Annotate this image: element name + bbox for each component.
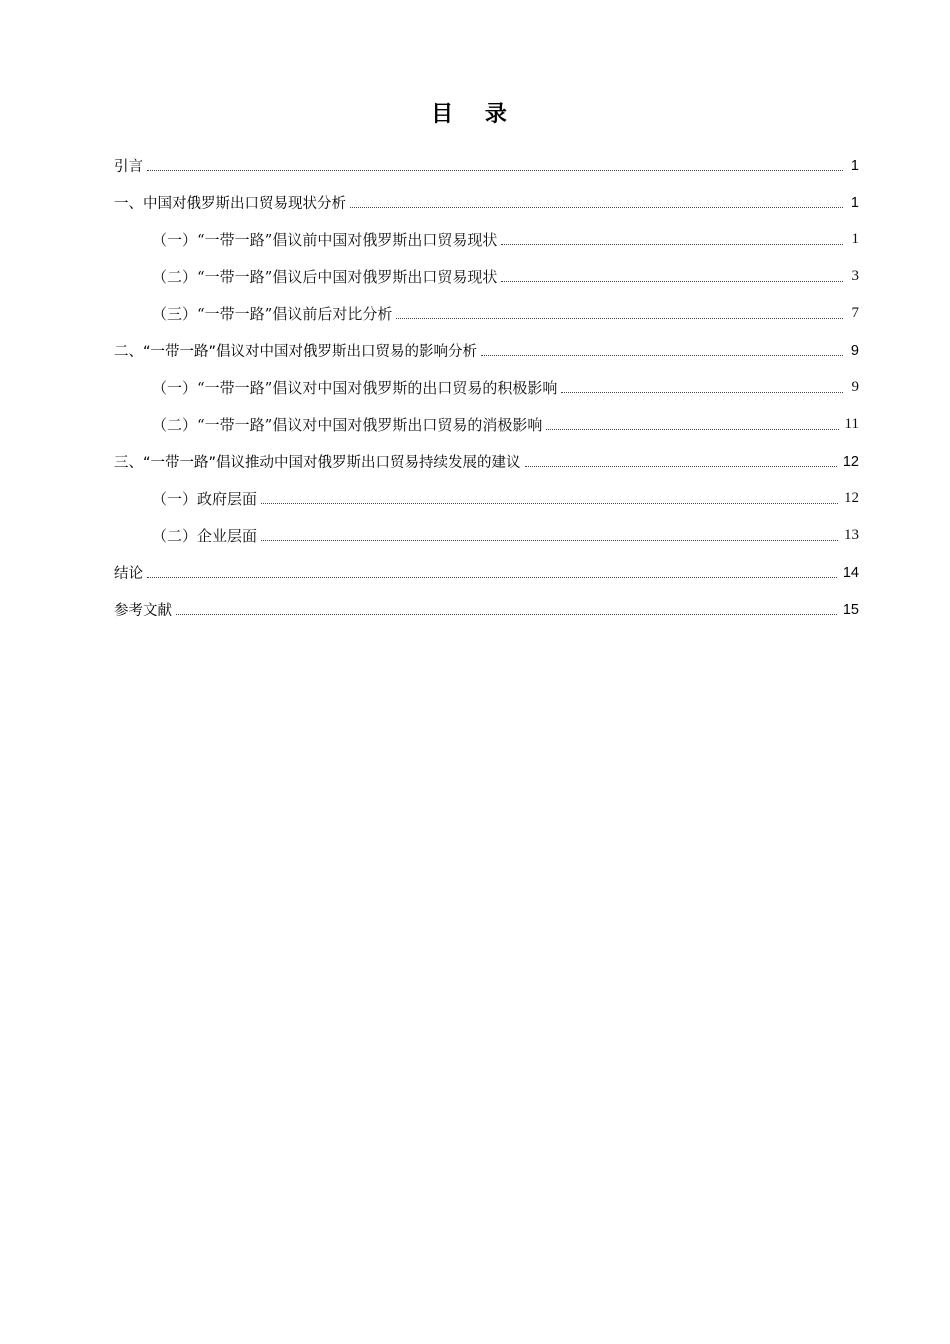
dot-leader <box>147 169 843 171</box>
toc-entry-page: 12 <box>844 490 859 506</box>
toc-entry-label: （三）“一带一路”倡议前后对比分析 <box>152 305 393 323</box>
toc-entry-page: 15 <box>842 601 859 618</box>
toc-entry-section-3-2[interactable] <box>114 517 859 554</box>
table-of-contents <box>114 147 859 628</box>
toc-entry-intro[interactable] <box>114 147 859 184</box>
toc-entry-label: 二、“一带一路”倡议对中国对俄罗斯出口贸易的影响分析 <box>114 344 478 360</box>
toc-entry-label: 参考文献 <box>114 603 172 619</box>
toc-entry-section-2-2[interactable] <box>114 406 859 443</box>
dot-leader <box>501 280 843 282</box>
toc-title: 目 录 <box>431 102 519 127</box>
toc-entry-label: 一、中国对俄罗斯出口贸易现状分析 <box>114 196 346 212</box>
dot-leader <box>546 428 838 430</box>
toc-entry-label: （一）“一带一路”倡议对中国对俄罗斯的出口贸易的积极影响 <box>152 379 558 397</box>
toc-entry-label: （一）政府层面 <box>152 490 258 508</box>
toc-entry-page: 3 <box>851 268 859 284</box>
toc-entry-label: （一）“一带一路”倡议前中国对俄罗斯出口贸易现状 <box>152 231 498 249</box>
toc-entry-page: 7 <box>851 305 859 321</box>
toc-entry-page: 13 <box>844 527 859 543</box>
dot-leader <box>501 243 843 245</box>
toc-entry-section-1-3[interactable] <box>114 295 859 332</box>
toc-entry-label: （二）“一带一路”倡议对中国对俄罗斯出口贸易的消极影响 <box>152 416 543 434</box>
toc-entry-page: 11 <box>844 416 859 432</box>
toc-entry-section-1-1[interactable] <box>114 221 859 258</box>
toc-entry-chapter-1[interactable] <box>114 184 859 221</box>
dot-leader <box>261 502 838 504</box>
toc-entry-chapter-3[interactable] <box>114 443 859 480</box>
toc-entry-page: 9 <box>851 379 859 395</box>
dot-leader <box>525 465 837 467</box>
toc-entry-section-2-1[interactable] <box>114 369 859 406</box>
dot-leader <box>481 354 843 356</box>
toc-entry-page: 1 <box>850 194 859 211</box>
toc-entry-label: 结论 <box>114 566 143 582</box>
toc-entry-references[interactable] <box>114 591 859 628</box>
dot-leader <box>176 613 837 615</box>
toc-entry-label: （二）“一带一路”倡议后中国对俄罗斯出口贸易现状 <box>152 268 498 286</box>
toc-entry-label: （二）企业层面 <box>152 527 258 545</box>
toc-entry-section-3-1[interactable] <box>114 480 859 517</box>
dot-leader <box>396 317 843 319</box>
dot-leader <box>261 539 838 541</box>
toc-entry-page: 1 <box>850 157 859 174</box>
dot-leader <box>561 391 843 393</box>
toc-entry-section-1-2[interactable] <box>114 258 859 295</box>
toc-entry-label: 三、“一带一路”倡议推动中国对俄罗斯出口贸易持续发展的建议 <box>114 455 521 471</box>
toc-entry-label: 引言 <box>114 159 143 175</box>
toc-entry-page: 14 <box>842 564 859 581</box>
toc-entry-conclusion[interactable] <box>114 554 859 591</box>
dot-leader <box>350 206 843 208</box>
toc-entry-page: 9 <box>850 342 859 359</box>
dot-leader <box>147 576 837 578</box>
toc-entry-page: 1 <box>851 231 859 247</box>
toc-entry-page: 12 <box>842 453 859 470</box>
toc-entry-chapter-2[interactable] <box>114 332 859 369</box>
